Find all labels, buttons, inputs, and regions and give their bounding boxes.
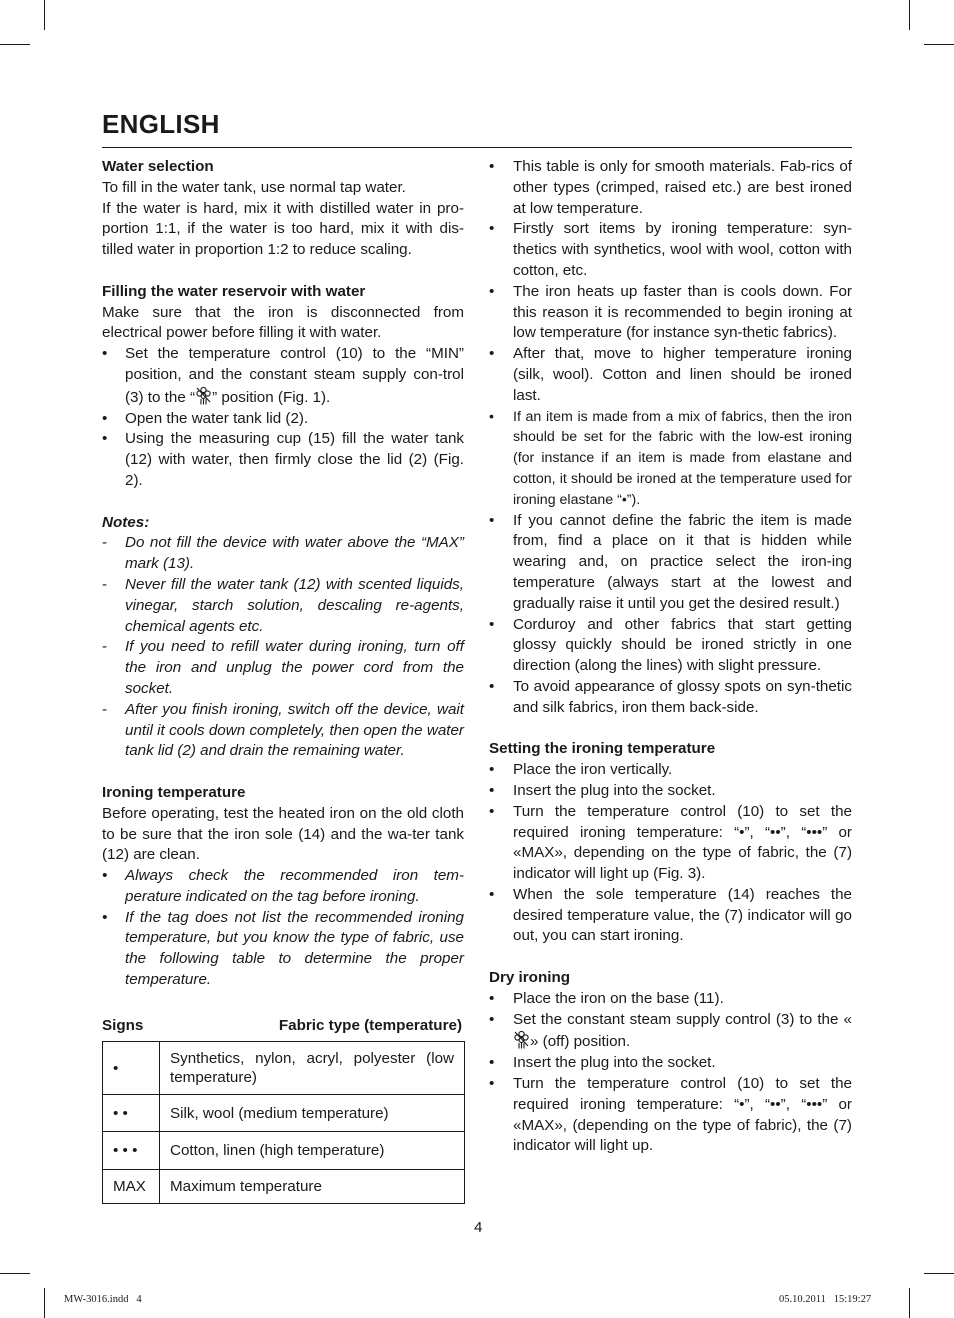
list-item: • Insert the plug into the socket. [489, 781, 852, 802]
list-item: • This table is only for smooth materials. Fab-rics of other types (crimped, raised etc.) are best ironed at low temperature. [489, 157, 852, 219]
list-item: - Do not fill the device with water above the “MAX” mark (13). [102, 533, 464, 575]
crop-mark [0, 1273, 30, 1274]
left-column [102, 157, 464, 1204]
table-cell-fabric: Synthetics, nylon, acryl, polyester (low temperature) [160, 1042, 465, 1095]
filling-heading: Filling the water reservoir with water [102, 282, 366, 300]
table-header-fabric: Fabric type (temperature) [278, 1016, 462, 1034]
filling-intro: Make sure that the iron is disconnected from electrical power before filling it with water. [102, 303, 464, 342]
list-item: • If you cannot define the fabric the item is made from, find a place on it that is hidden while wearing and, on practice select the iron-ing temperature (always start at the lowest and gradually raise it until you get the desired result.) [489, 511, 852, 615]
list-item: • Always check the recommended iron tem-perature indicated on the tag before ironing. [102, 866, 464, 908]
steam-off-icon [195, 386, 212, 405]
crop-mark [909, 1288, 910, 1318]
table-row [103, 1170, 465, 1204]
list-item: - If you need to refill water during ironing, turn off the iron and unplug the power cord from the socket. [102, 637, 464, 699]
filling-list [102, 344, 464, 492]
list-item: • Turn the temperature control (10) to set the required ironing temperature: “•”, “••”, “•••” or «MAX», (depending on the type of fabric), the (7) indicator will light up. [489, 1074, 852, 1157]
right-column [489, 157, 852, 1157]
footer-timestamp: 05.10.2011 15:19:27 [779, 1294, 872, 1305]
list-item: • Firstly sort items by ironing temperature: syn-thetics with synthetics, wool with wool, cotton with cotton, etc. [489, 219, 852, 281]
list-item: • Set the constant steam supply control (3) to the «» (off) position. [489, 1010, 852, 1054]
table-header-signs: Signs [102, 1016, 144, 1034]
list-item: • After that, move to higher temperature ironing (silk, wool). Cotton and linen should be ironed last. [489, 344, 852, 406]
list-item: - Never fill the water tank (12) with scented liquids, vinegar, starch solution, descaling re-agents, chemical agents etc. [102, 575, 464, 637]
table-cell-fabric: Cotton, linen (high temperature) [160, 1132, 465, 1170]
list-item: • Place the iron on the base (11). [489, 989, 852, 1010]
notes-heading: Notes: [102, 513, 150, 531]
crop-mark [909, 0, 910, 30]
table-row [103, 1042, 465, 1095]
list-item: - After you finish ironing, switch off the device, wait until it cools down completely, then open the water tank lid (2) and drain the remaining water. [102, 700, 464, 762]
fabric-tips-list [489, 157, 852, 719]
list-item: • Open the water tank lid (2). [102, 409, 464, 430]
water-selection-text: To fill in the water tank, use normal tap water. [102, 178, 406, 196]
title-divider [102, 147, 852, 148]
crop-mark [0, 44, 30, 45]
dry-ironing-list [489, 989, 852, 1157]
list-item: • Place the iron vertically. [489, 760, 852, 781]
water-selection-text: If the water is hard, mix it with distilled water in pro-portion 1:1, if the water is too hard, mix it with dis-tilled water in proportion 1:2 to reduce scaling. [102, 199, 464, 259]
crop-mark [924, 44, 954, 45]
ironing-temperature-intro: Before operating, test the heated iron on the old cloth to be sure that the iron sole (14) and the wa-ter tank (12) are clean. [102, 804, 464, 864]
list-item: • Turn the temperature control (10) to set the required ironing temperature: “•”, “••”, “•••” or «MAX», depending on the type of fabric, the (7) indicator will light up (Fig. 3). [489, 802, 852, 885]
setting-temperature-list [489, 760, 852, 947]
list-item: • Using the measuring cup (15) fill the water tank (12) with water, then firmly close the lid (2) (Fig. 2). [102, 429, 464, 491]
list-item: • If an item is made from a mix of fabrics, then the iron should be set for the fabric with the low-est ironing (for instance if an item is made from elastane and cotton, it should be ironed at the temperature used for ironing elastane “•”). [489, 407, 852, 511]
table-cell-sign: • • [103, 1095, 160, 1132]
ironing-temperature-heading: Ironing temperature [102, 783, 246, 801]
list-item: • Insert the plug into the socket. [489, 1053, 852, 1074]
table-cell-sign: • • • [103, 1132, 160, 1170]
water-selection-heading: Water selection [102, 158, 214, 175]
page-number: 4 [474, 1219, 483, 1236]
list-item: • Set the temperature control (10) to the “MIN” position, and the constant steam supply con-trol (3) to the “ ” position (Fig. 1). [102, 344, 464, 408]
setting-temperature-heading: Setting the ironing temperature [489, 740, 716, 758]
table-cell-sign: • [103, 1042, 160, 1095]
table-cell-fabric: Maximum temperature [160, 1170, 465, 1204]
ironing-temperature-list [102, 866, 464, 991]
list-item: • The iron heats up faster than is cools down. For this reason it is recommended to begin ironing at low temperature (for instance syn-thetic fabrics). [489, 282, 852, 344]
table-cell-fabric: Silk, wool (medium temperature) [160, 1095, 465, 1132]
list-item: • To avoid appearance of glossy spots on syn-thetic and silk fabrics, iron them back-side. [489, 677, 852, 719]
footer-filename: MW-3016.indd 4 [64, 1294, 142, 1305]
steam-off-icon [513, 1030, 530, 1049]
crop-mark [44, 1288, 45, 1318]
fabric-table [102, 1041, 465, 1204]
crop-mark [924, 1273, 954, 1274]
dry-ironing-heading: Dry ironing [489, 969, 571, 987]
table-cell-sign: MAX [103, 1170, 160, 1204]
list-item: • Corduroy and other fabrics that start getting glossy quickly should be ironed strictly in one direction (along the lines) with slight pressure. [489, 615, 852, 677]
table-row [103, 1095, 465, 1132]
table-header [102, 1016, 462, 1037]
list-item: • When the sole temperature (14) reaches the desired temperature value, the (7) indicator will go out, you can start ironing. [489, 885, 852, 947]
notes-list [102, 533, 464, 762]
crop-mark [44, 0, 45, 30]
table-row [103, 1132, 465, 1170]
page-title: ENGLISH [102, 109, 220, 139]
list-item: • If the tag does not list the recommended ironing temperature, but you know the type of fabric, use the following table to determine the proper temperature. [102, 908, 464, 991]
